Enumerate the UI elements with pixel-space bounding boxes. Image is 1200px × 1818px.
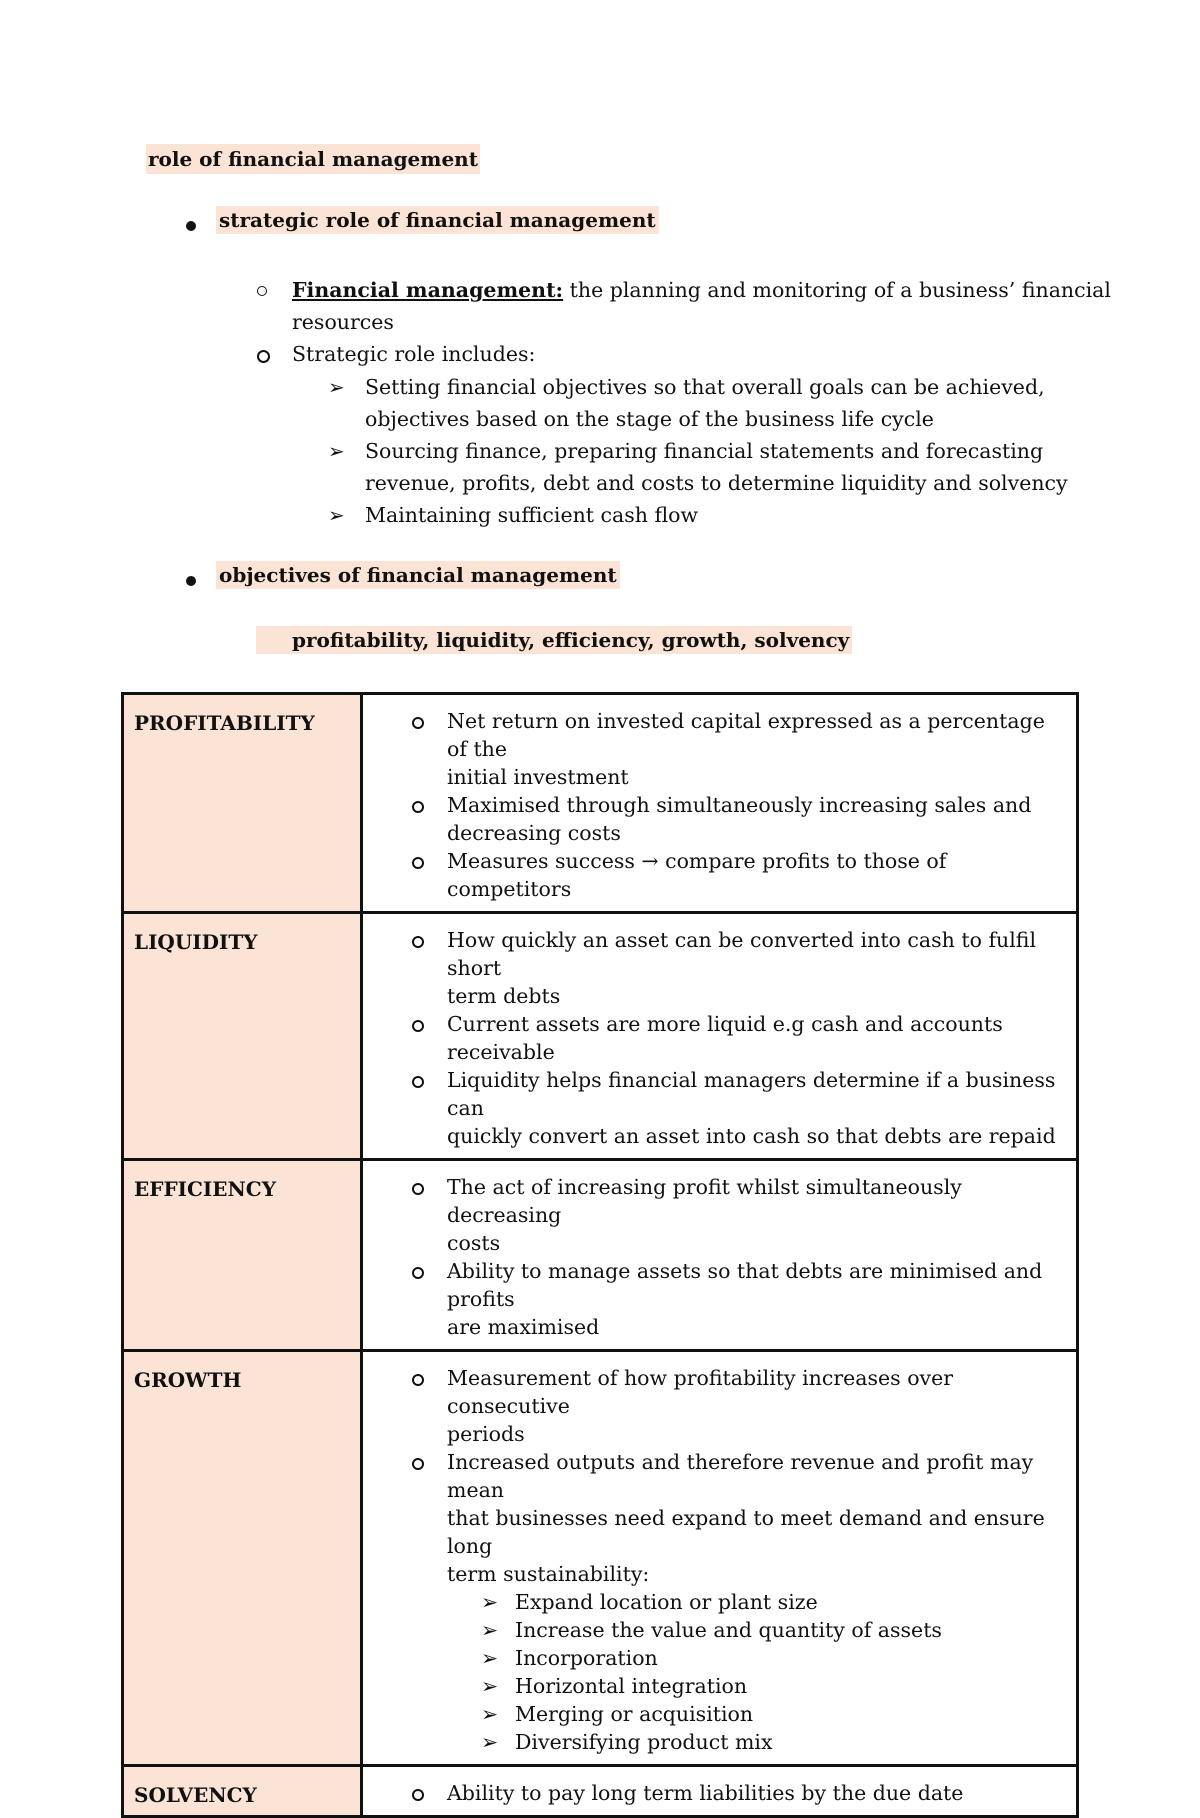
row-key-growth: GROWTH bbox=[123, 1351, 362, 1766]
table-row bbox=[123, 1766, 1078, 1817]
arrow-bullet-icon: ➢ bbox=[481, 1618, 499, 1642]
arrow-bullet-icon: ➢ bbox=[328, 503, 345, 527]
arrow-bullet-icon: ➢ bbox=[481, 1730, 499, 1754]
definition-text: the planning and monitoring of a business’ financial bbox=[563, 278, 1111, 302]
list-item: Ability to manage assets so that debts are minimised and profits are maximised bbox=[363, 1257, 1062, 1341]
definition-term: Financial management: bbox=[292, 278, 564, 302]
list-item: Current assets are more liquid e.g cash and accounts receivable bbox=[363, 1010, 1062, 1066]
arrow-bullet-icon: ➢ bbox=[328, 375, 345, 399]
list-item: Measurement of how profitability increases over consecutive periods bbox=[363, 1364, 1062, 1448]
list-item: The act of increasing profit whilst simultaneously decreasing costs bbox=[363, 1173, 1062, 1257]
list-item: Ability to pay long term liabilities by the due date bbox=[363, 1779, 1062, 1807]
bullet-dot-icon bbox=[186, 576, 196, 586]
liquidity-list bbox=[363, 926, 1062, 1150]
strategic-point-2-line2: revenue, profits, debt and costs to determine liquidity and solvency bbox=[365, 471, 1068, 495]
arrow-bullet-icon: ➢ bbox=[481, 1590, 499, 1614]
arrow-bullet-icon: ➢ bbox=[481, 1702, 499, 1726]
row-key-efficiency: EFFICIENCY bbox=[123, 1160, 362, 1351]
page-title: role of financial management bbox=[146, 144, 480, 174]
table-row bbox=[123, 913, 1078, 1160]
table-row bbox=[123, 1160, 1078, 1351]
row-key-liquidity: LIQUIDITY bbox=[123, 913, 362, 1160]
objectives-table bbox=[121, 692, 1079, 1818]
strategic-intro: Strategic role includes: bbox=[292, 342, 536, 366]
bullet-dot-icon bbox=[186, 221, 196, 231]
strategic-point-3-line1: Maintaining sufficient cash flow bbox=[365, 503, 699, 527]
list-item: ➢ Increase the value and quantity of assets bbox=[481, 1618, 942, 1642]
strategic-point-2-line1: Sourcing finance, preparing financial statements and forecasting bbox=[365, 439, 1044, 463]
list-item: ➢ Merging or acquisition bbox=[481, 1702, 754, 1726]
definition-continuation: resources bbox=[292, 310, 394, 334]
table-row bbox=[123, 1351, 1078, 1766]
list-item: ➢ Expand location or plant size bbox=[481, 1590, 818, 1614]
objectives-summary: profitability, liquidity, efficiency, growth, solvency bbox=[256, 627, 852, 653]
table-row bbox=[123, 694, 1078, 913]
list-item: ➢ Diversifying product mix bbox=[481, 1730, 773, 1754]
strategic-heading: strategic role of financial management bbox=[216, 207, 659, 233]
efficiency-list bbox=[363, 1173, 1062, 1341]
definition-line bbox=[292, 274, 1111, 306]
profitability-list bbox=[363, 707, 1062, 903]
circle-bullet-icon bbox=[257, 350, 270, 363]
growth-list bbox=[363, 1364, 1062, 1588]
growth-sublist bbox=[363, 1588, 1062, 1756]
arrow-bullet-icon: ➢ bbox=[481, 1646, 499, 1670]
strategic-point-1-line1: Setting financial objectives so that overall goals can be achieved, bbox=[365, 375, 1045, 399]
circle-bullet-icon bbox=[257, 286, 267, 296]
list-item: Measures success → compare profits to those of competitors bbox=[363, 847, 1062, 903]
list-item: ➢ Incorporation bbox=[481, 1646, 658, 1670]
arrow-bullet-icon: ➢ bbox=[328, 439, 345, 463]
list-item: Increased outputs and therefore revenue and profit may mean that businesses need expand to meet demand and ensure long term sustainability: bbox=[363, 1448, 1062, 1588]
row-key-solvency: SOLVENCY bbox=[123, 1766, 362, 1817]
list-item: Net return on invested capital expressed as a percentage of the initial investment bbox=[363, 707, 1062, 791]
strategic-point-1-line2: objectives based on the stage of the business life cycle bbox=[365, 407, 934, 431]
objectives-heading: objectives of financial management bbox=[216, 562, 620, 588]
row-key-profitability: PROFITABILITY bbox=[123, 694, 362, 913]
solvency-list bbox=[363, 1779, 1062, 1807]
list-item: How quickly an asset can be converted into cash to fulfil short term debts bbox=[363, 926, 1062, 1010]
list-item: ➢ Horizontal integration bbox=[481, 1674, 748, 1698]
list-item: Liquidity helps financial managers determine if a business can quickly convert an asset into cash so that debts are repaid bbox=[363, 1066, 1062, 1150]
arrow-bullet-icon: ➢ bbox=[481, 1674, 499, 1698]
list-item: Maximised through simultaneously increasing sales and decreasing costs bbox=[363, 791, 1062, 847]
